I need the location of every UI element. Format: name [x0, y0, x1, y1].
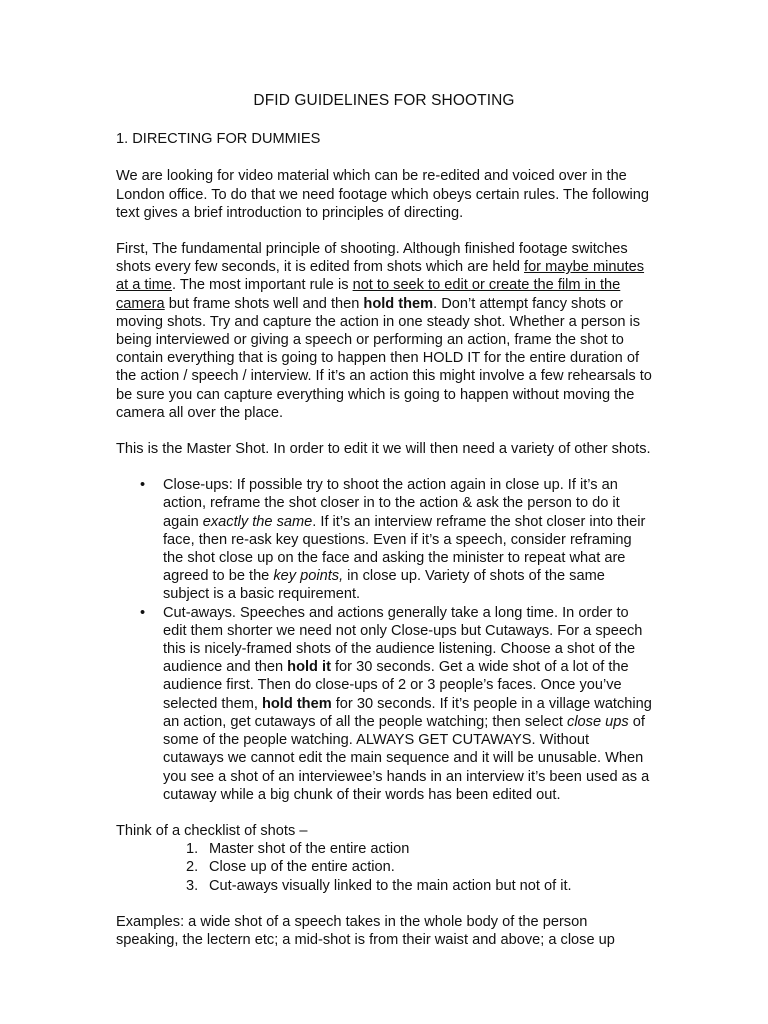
cutaways-text-4: of some of the people watching. ALWAYS GET CUTAWAYS. Without cutaways we cannot edit the main sequence and it will be unusable. When you see a shot of an interviewee’s hands in an interview it’s been used as a cutaway while a big chunk of their words has been edited out.	[163, 713, 650, 803]
principle-underline-2: not to seek to edit or create the film in the camera	[116, 277, 621, 312]
checklist-text: Cut-aways visually linked to the main action but not of it.	[209, 877, 572, 894]
principle-underline-1: for maybe minutes at a time	[116, 259, 645, 294]
closeups-text-1: Close-ups: If possible try to shoot the action again in close up. If it’s an action, reframe the shot closer in to the action & ask the person to do it again	[163, 477, 620, 530]
list-item-cut-aways	[116, 604, 652, 804]
master-shot-paragraph: This is the Master Shot. In order to edit it we will then need a variety of other shots.	[116, 441, 651, 458]
checklist-item	[116, 877, 652, 895]
checklist-number: 2.	[186, 859, 199, 876]
principle-paragraph	[116, 240, 652, 422]
checklist-number: 1.	[186, 841, 199, 858]
principle-text-4: . Don’t attempt fancy shots or moving shots. Try and capture the action in one steady shot. Whether a person is being interviewed or giving a speech or performing an action, frame the shot to contain everything that is going to happen then HOLD IT for the entire duration of the action / speech / interview. If it’s an action this might involve a few rehearsals to be sure you can capture everything which is going to happen without moving the camera all over the place.	[116, 295, 652, 421]
closeups-italic-2: key points,	[273, 568, 344, 585]
shot-types-list	[116, 476, 652, 804]
closeups-text-2: . If it’s an interview reframe the shot closer into their face, then re-ask key questions. Even if it’s a speech, consider reframing the shot close up on the face and asking the minister to repeat what are agreed to be the	[163, 513, 646, 585]
document-page	[116, 92, 652, 967]
intro-paragraph: We are looking for video material which can be re-edited and voiced over in the London office. To do that we need footage which obeys certain rules. The following text gives a brief introduction to principles of directing.	[116, 168, 650, 221]
checklist-text: Master shot of the entire action	[209, 841, 410, 858]
checklist-item	[116, 858, 652, 876]
checklist-intro: Think of a checklist of shots –	[116, 822, 308, 839]
bullet-icon: •	[140, 604, 146, 621]
cutaways-text-3: for 30 seconds. If it’s people in a village watching an action, get cutaways of all the people watching; then select	[163, 695, 652, 730]
checklist-text: Close up of the entire action.	[209, 859, 395, 876]
section-heading: 1. DIRECTING FOR DUMMIES	[116, 131, 321, 148]
cutaways-text-2: for 30 seconds. Get a wide shot of a lot of the audience first. Then do close-ups of 2 or 3 people’s faces. Once you’ve selected them,	[163, 659, 629, 712]
list-item-close-ups	[116, 476, 652, 603]
principle-text-1: First, The fundamental principle of shooting. Although finished footage switches shots every few seconds, it is edited from shots which are held	[116, 241, 628, 276]
bullet-icon: •	[140, 477, 146, 494]
principle-bold-1: hold them	[363, 295, 434, 312]
cutaways-text-1: Cut-aways. Speeches and actions generally take a long time. In order to edit them shorter we need not only Close-ups but Cutaways. For a speech this is nicely-framed shots of the audience listening. Choose a shot of the audience and then	[163, 604, 643, 676]
shot-checklist	[116, 840, 652, 895]
examples-paragraph: Examples: a wide shot of a speech takes in the whole body of the person speaking, the lectern etc; a mid-shot is from their waist and above; a close up	[116, 913, 615, 948]
closeups-text-3: in close up. Variety of shots of the same subject is a basic requirement.	[163, 568, 605, 603]
checklist-number: 3.	[186, 877, 199, 894]
cutaways-bold-1: hold it	[287, 659, 331, 676]
cutaways-bold-2: hold them	[261, 695, 332, 712]
document-title: DFID GUIDELINES FOR SHOOTING	[253, 92, 515, 109]
principle-text-3: but frame shots well and then	[164, 295, 364, 312]
closeups-italic-1: exactly the same	[202, 513, 313, 530]
cutaways-italic-1: close ups	[567, 713, 629, 730]
checklist-item	[116, 840, 652, 858]
principle-text-2: . The most important rule is	[171, 277, 353, 294]
